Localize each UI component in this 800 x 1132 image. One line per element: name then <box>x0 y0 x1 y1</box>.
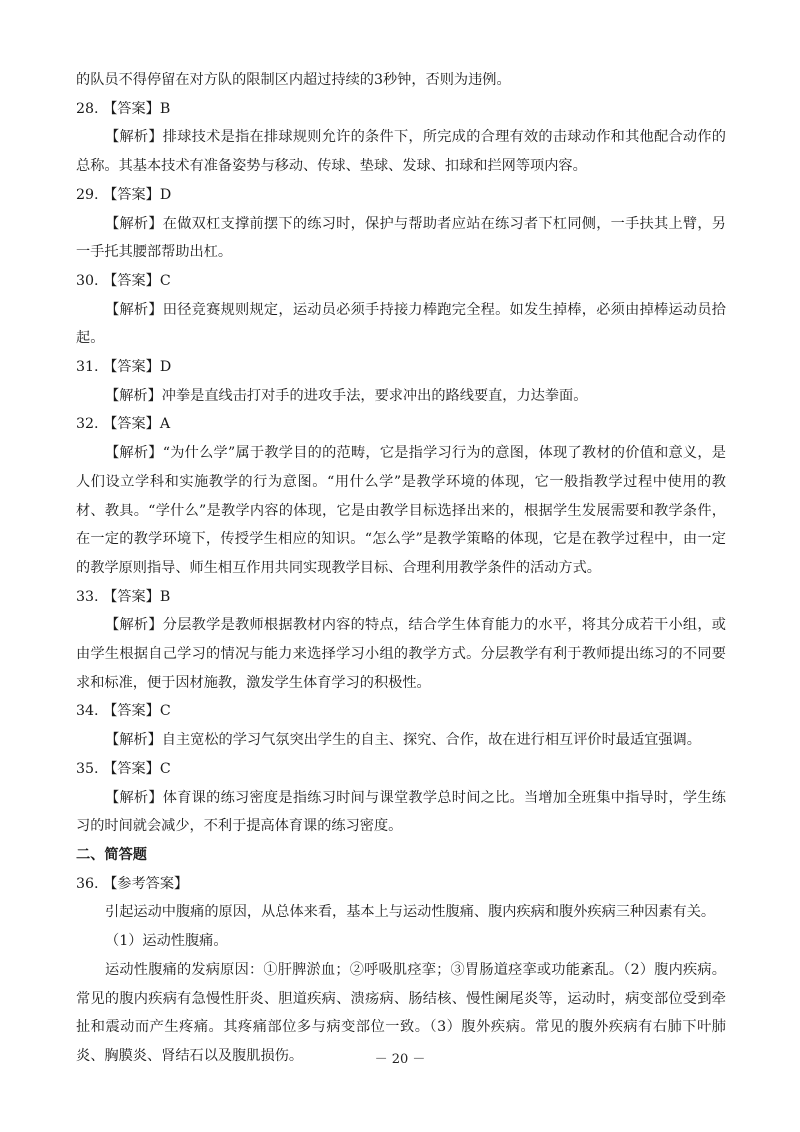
explanation-35: 【解析】体育课的练习密度是指练习时间与课堂教学总时间之比。当增加全班集中指导时，学生练习的时间就会减少，不利于提高体育课的练习密度。 <box>76 789 726 835</box>
explanation-30: 【解析】田径竞赛规则规定，运动员必须手持接力棒跑完全程。如发生掉棒，必须由掉棒运动员拾起。 <box>76 301 726 347</box>
answer-28: 28. 【答案】B <box>76 100 171 117</box>
answer-29: 29. 【答案】D <box>76 186 172 203</box>
section-heading: 二、简答题 <box>76 846 147 863</box>
paragraph-continuation: 的队员不得停留在对方队的限制区内超过持续的3秒钟，否则为违例。 <box>76 72 511 88</box>
page-number: － 20 － <box>374 1052 426 1067</box>
answer-36-point-1: （1）运动性腹痛。 <box>105 933 228 950</box>
answer-30: 30. 【答案】C <box>76 272 171 289</box>
answer-32: 32. 【答案】A <box>76 416 171 433</box>
answer-36-detail: 运动性腹痛的发病原因：①肝脾淤血；②呼吸肌痉挛；③胃肠道痉挛或功能紊乱。（2）腹内疾病。常见的腹内疾病有急慢性肝炎、胆道疾病、溃疡病、肠结核、慢性阑尾炎等，运动时，病变部位受到牵扯和震动而产生疼痛。其疼痛部位多与病变部位一致。（3）腹外疾病。常见的腹外疾病有右肺下叶肺炎、胸膜炎、肾结石以及腹肌损伤。 <box>76 961 726 1064</box>
explanation-28: 【解析】排球技术是指在排球规则允许的条件下，所完成的合理有效的击球动作和其他配合动作的总称。其基本技术有准备姿势与移动、传球、垫球、发球、扣球和拦网等项内容。 <box>76 129 726 175</box>
answer-33: 33. 【答案】B <box>76 588 171 605</box>
explanation-31: 【解析】冲拳是直线击打对手的进攻手法，要求冲出的路线要直，力达拳面。 <box>105 387 588 404</box>
explanation-32: 【解析】“为什么学”属于教学目的的范畴，它是指学习行为的意图，体现了教材的价值和意义，是人们设立学科和实施教学的行为意图。“用什么学”是教学环境的体现，它一般指教学过程中使用的教材、教具。“学什么”是教学内容的体现，它是由教学目标选择出来的，根据学生发展需要和教学条件，在一定的教学环境下，传授学生相应的知识。“怎么学”是教学策略的体现，它是在教学过程中，由一定的教学原则指导、师生相互作用共同实现教学目标、合理利用教学条件的活动方式。 <box>76 445 726 576</box>
explanation-34: 【解析】自主宽松的学习气氛突出学生的自主、探究、合作，故在进行相互评价时最适宜强调。 <box>105 732 701 749</box>
explanation-33: 【解析】分层教学是教师根据教材内容的特点，结合学生体育能力的水平，将其分成若干小组，或由学生根据自己学习的情况与能力来选择学习小组的教学方式。分层教学有利于教师提出练习的不同要求和标准，便于因材施教，激发学生体育学习的积极性。 <box>76 617 726 691</box>
answer-36: 36. 【参考答案】 <box>76 875 189 892</box>
document-body <box>76 66 726 1071</box>
answer-34: 34. 【答案】C <box>76 703 171 720</box>
explanation-29: 【解析】在做双杠支撑前摆下的练习时，保护与帮助者应站在练习者下杠同侧，一手扶其上臂，另一手托其腰部帮助出杠。 <box>76 215 726 261</box>
answer-35: 35. 【答案】C <box>76 760 171 777</box>
answer-36-intro: 引起运动中腹痛的原因，从总体来看，基本上与运动性腹痛、腹内疾病和腹外疾病三种因素有关。 <box>105 904 716 921</box>
answer-31: 31. 【答案】D <box>76 359 172 376</box>
